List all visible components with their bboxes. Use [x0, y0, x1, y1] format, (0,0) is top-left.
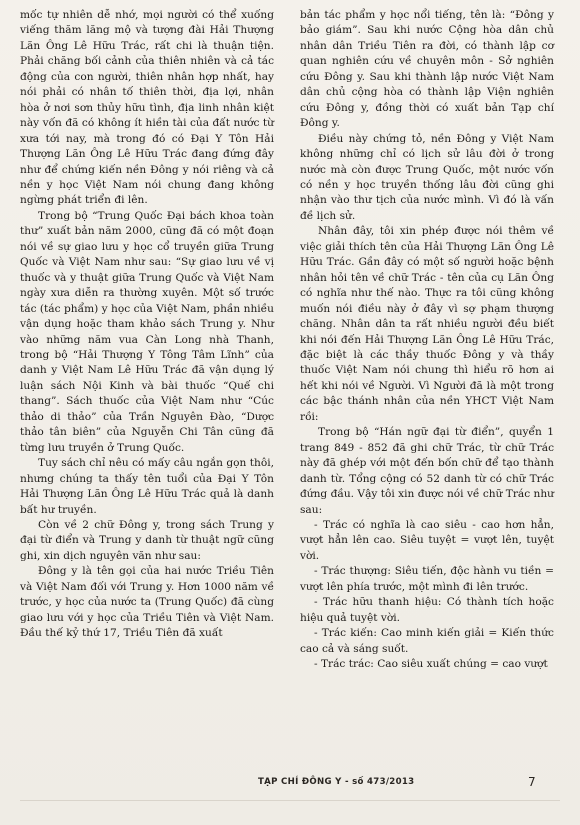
paragraph: bản tác phẩm y học nổi tiếng, tên là: “Đông y bảo giám”. Sau khi nước Cộng hòa dân chủ nhân dân Triều Tiên ra đời, có thành lập cơ quan nghiên cứu về chuyên môn - Sở nghiên cứu Đông y. Sau khi thành lập nước Việt Nam dân chủ cộng hòa có thành lập Viện nghiên cứu Đông y, đồng thời có xuất bản Tạp chí Đông y.: [300, 9, 554, 130]
list-item: - Trác kiến: Cao minh kiến giải = Kiến thức cao cả và sáng suốt.: [300, 627, 554, 655]
paragraph: Nhân đây, tôi xin phép được nói thêm về việc giải thích tên của Hải Thượng Lãn Ông Lê Hữu Trác. Gần đây có một số người hoặc bệnh nhân hỏi tên về chữ Trác - tên của cụ Lãn Ông có nghĩa như thế nào. Thực ra tôi cũng không muốn nói điều này ở đây vì sợ phạm thượng chăng. Nhân dân ta rất nhiều người đều biết khi nói đến Hải Thượng Lãn Ông Lê Hữu Trác, đặc biệt là các thầy thuốc Đông y và thầy thuốc Việt Nam nói chung thì hiểu rõ hơn ai hết khi nói về Người. Vì Người đã là một trong các bậc thánh nhân của nền YHCT Việt Nam rồi:: [300, 225, 554, 423]
journal-name: TẠP CHÍ ĐÔNG Y - số 473/2013: [258, 777, 415, 787]
list-item: - Trác hữu thanh hiệu: Có thành tích hoặc hiệu quả tuyệt vời.: [300, 596, 554, 624]
page-number: 7: [528, 775, 536, 789]
paragraph: mốc tự nhiên dễ nhớ, mọi người có thể xuống viếng thăm lăng mộ và tượng đài Hải Thượng Lãn Ông Lê Hữu Trác, rất chi là thuận tiện. Phải chăng bối cảnh của thiên nhiên và cả tác động của con người, thiên nhân hợp nhất, hay nói phải có nhân tố thiên thời, địa lợi, nhân hòa ở nơi sơn thủy hữu tình, địa linh nhân kiệt này vốn đã có không ít hiền tài của đất nước từ xưa tới nay, mà trong đó có Đại Y Tôn Hải Thượng Lãn Ông Lê Hữu Trác đang đứng đây như để chứng kiến nền Đông y nói riêng và cả nền y học Việt Nam nói chung đang không ngừng phát triển đi lên.: [20, 9, 274, 207]
paragraph: Còn về 2 chữ Đông y, trong sách Trung y đại từ điển và Trung y danh từ thuật ngữ cũng ghi, xin dịch nguyên văn như sau:: [20, 518, 274, 562]
list-item: - Trác thượng: Siêu tiến, độc hành vu tiền = vượt lên phía trước, một mình đi lên trước.: [300, 565, 554, 593]
paragraph: Trong bộ “Hán ngữ đại từ điển”, quyển 1 trang 849 - 852 đã ghi chữ Trác, từ chữ Trác này đã ghép với một đến bốn chữ để tạo thành danh từ. Tổng cộng có 52 danh từ có chữ Trác đứng đầu. Vậy tôi xin được nói về chữ Trác như sau:: [300, 426, 554, 516]
paragraph: Đông y là tên gọi của hai nước Triều Tiên và Việt Nam đối với Trung y. Hơn 1000 năm về trước, y học của nước ta (Trung Quốc) đã cùng giao lưu với y học của Triều Tiên và Việt Nam. Đầu thế kỷ thứ 17, Triều Tiên đã xuất: [20, 565, 274, 640]
footer-divider: [20, 800, 560, 801]
left-text-column: [20, 8, 274, 642]
list-item: - Trác có nghĩa là cao siêu - cao hơn hẳn, vượt hẳn lên cao. Siêu tuyệt = vượt lên, tuyệt vời.: [300, 518, 554, 562]
page-footer: [0, 775, 580, 793]
paragraph: Tuy sách chỉ nêu có mấy câu ngắn gọn thôi, nhưng chúng ta thấy tên tuổi của Đại Y Tôn Hải Thượng Lãn Ông Lê Hữu Trác quả là danh bất hư truyền.: [20, 457, 274, 516]
paragraph: Điều này chứng tỏ, nền Đông y Việt Nam không những chỉ có lịch sử lâu đời ở trong nước mà còn được Trung Quốc, một nước vốn có nền y học truyền thống lâu đời cũng ghi nhận vào thư tịch của nước mình. Vì đó là vấn đề lịch sử.: [300, 132, 554, 222]
right-text-column: [300, 8, 554, 672]
paragraph: Trong bộ “Trung Quốc Đại bách khoa toàn thư” xuất bản năm 2000, cũng đã có một đoạn nói về sự giao lưu y học cổ truyền giữa Trung Quốc và Việt Nam như sau: “Sự giao lưu về vị thuốc và y thuật giữa Trung Quốc và Việt Nam ngày xưa diễn ra thường xuyên. Một số trước tác (tác phẩm) y học của Việt Nam, phần nhiều vận dụng hoặc tham khảo sách Trung y. Như vào những năm vua Càn Long nhà Thanh, trong bộ “Hải Thượng Y Tông Tâm Lĩnh” của danh y Việt Nam Lê Hữu Trác đã vận dụng lý luận sách Nội Kinh và bài thuốc “Quế chi thang”. Sách thuốc của Việt Nam như “Cúc thảo di thảo” của Trần Nguyên Đào, “Dược thảo tân biên” của Nguyễn Chi Tân cũng đã từng lưu truyền ở Trung Quốc.: [20, 209, 274, 454]
list-item: - Trác trác: Cao siêu xuất chúng = cao vượt: [314, 658, 548, 671]
